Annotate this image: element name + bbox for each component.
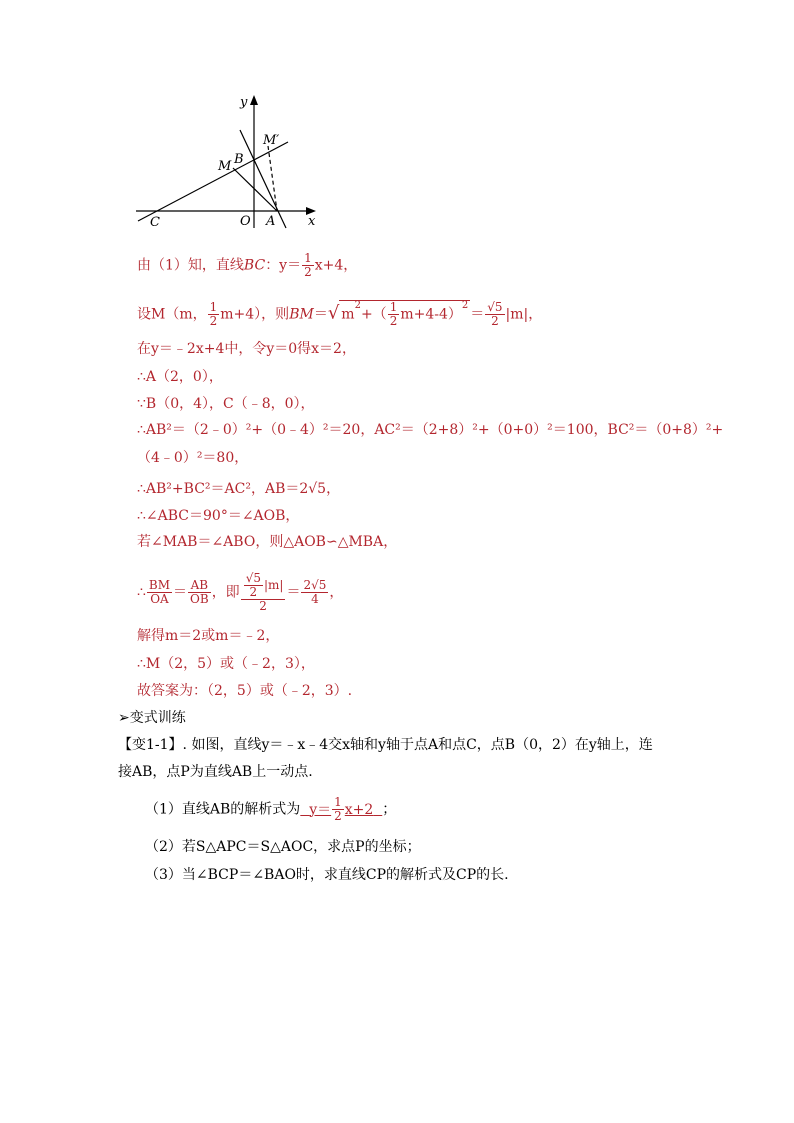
line-bc [138, 142, 288, 221]
solution-line-7: （4﹣0）²＝80， [137, 450, 249, 466]
answer-blank: y＝ $\frac{1}{2}$ x+2 [309, 795, 374, 823]
solution-line-1: 由（1）知，直线BC：y＝ $\frac{1}{2}$ x+4， [137, 251, 358, 279]
solution-line-14: 故答案为：（2，5）或（﹣2，3）. [137, 683, 353, 699]
label-x: x [308, 214, 316, 229]
solution-line-10: 若∠MAB＝∠ABO，则△AOB∽△MBA， [137, 534, 398, 550]
section-title: ➢变式训练 [118, 710, 186, 726]
solution-line-11: ∴ $\frac{BM}{OA}$ ＝ $\frac{AB}{OB}$ ，即 $\frac{√5}{2}$ |m| 2 ＝ $\frac{2√5}{4}$ ， [137, 571, 344, 613]
label-o: O [240, 214, 251, 229]
label-m-prime: M′ [263, 133, 280, 148]
solution-line-2: 设M（m， $\frac{1}{2}$ m+4），则BM＝√ $m^2+$（ $\frac{1}{2}$ m+4-4）$^2$＝ $\frac{√5}{2}$ |m|， [137, 300, 543, 328]
label-y: y [240, 95, 248, 110]
solution-line-8: ∴AB²+BC²＝AC²，AB＝2√5， [137, 481, 341, 497]
question-1: （1）直线AB的解析式为 y＝ $\frac{1}{2}$ x+2 ； [145, 795, 397, 823]
solution-line-13: ∴M（2，5）或（﹣2，3）， [137, 656, 315, 672]
problem-line-2: 接AB，点P为直线AB上一动点. [118, 764, 313, 780]
solution-line-5: ∵B（0，4），C（﹣8，0）， [137, 396, 315, 412]
line-mprime-a [268, 146, 277, 211]
coordinate-figure [130, 88, 330, 238]
label-c: C [150, 215, 160, 230]
solution-line-3: 在y＝﹣2x+4中，令y＝0得x＝2， [137, 341, 356, 357]
line-ma [233, 168, 277, 211]
question-3: （3）当∠BCP＝∠BAO时，求直线CP的解析式及CP的长. [145, 867, 509, 883]
solution-line-6: ∴AB²＝（2﹣0）²+（0﹣4）²＝20，AC²＝（2+8）²+（0+0）²＝100，BC²＝（0+8）²+ [137, 422, 724, 438]
solution-line-12: 解得m＝2或m＝﹣2， [137, 628, 280, 644]
problem-line-1: 【变1-1】. 如图，直线y＝﹣x﹣4交x轴和y轴于点A和点C，点B（0，2）在y轴上，连 [118, 737, 653, 753]
solution-line-4: ∴A（2，0）， [137, 369, 223, 385]
y-axis-arrow [250, 95, 258, 105]
label-a: A [266, 214, 276, 229]
question-2: （2）若S△APC＝S△AOC，求点P的坐标； [145, 839, 421, 855]
solution-line-9: ∴∠ABC＝90°＝∠AOB， [137, 508, 300, 524]
label-m: M [218, 159, 232, 174]
label-b: B [234, 152, 244, 167]
